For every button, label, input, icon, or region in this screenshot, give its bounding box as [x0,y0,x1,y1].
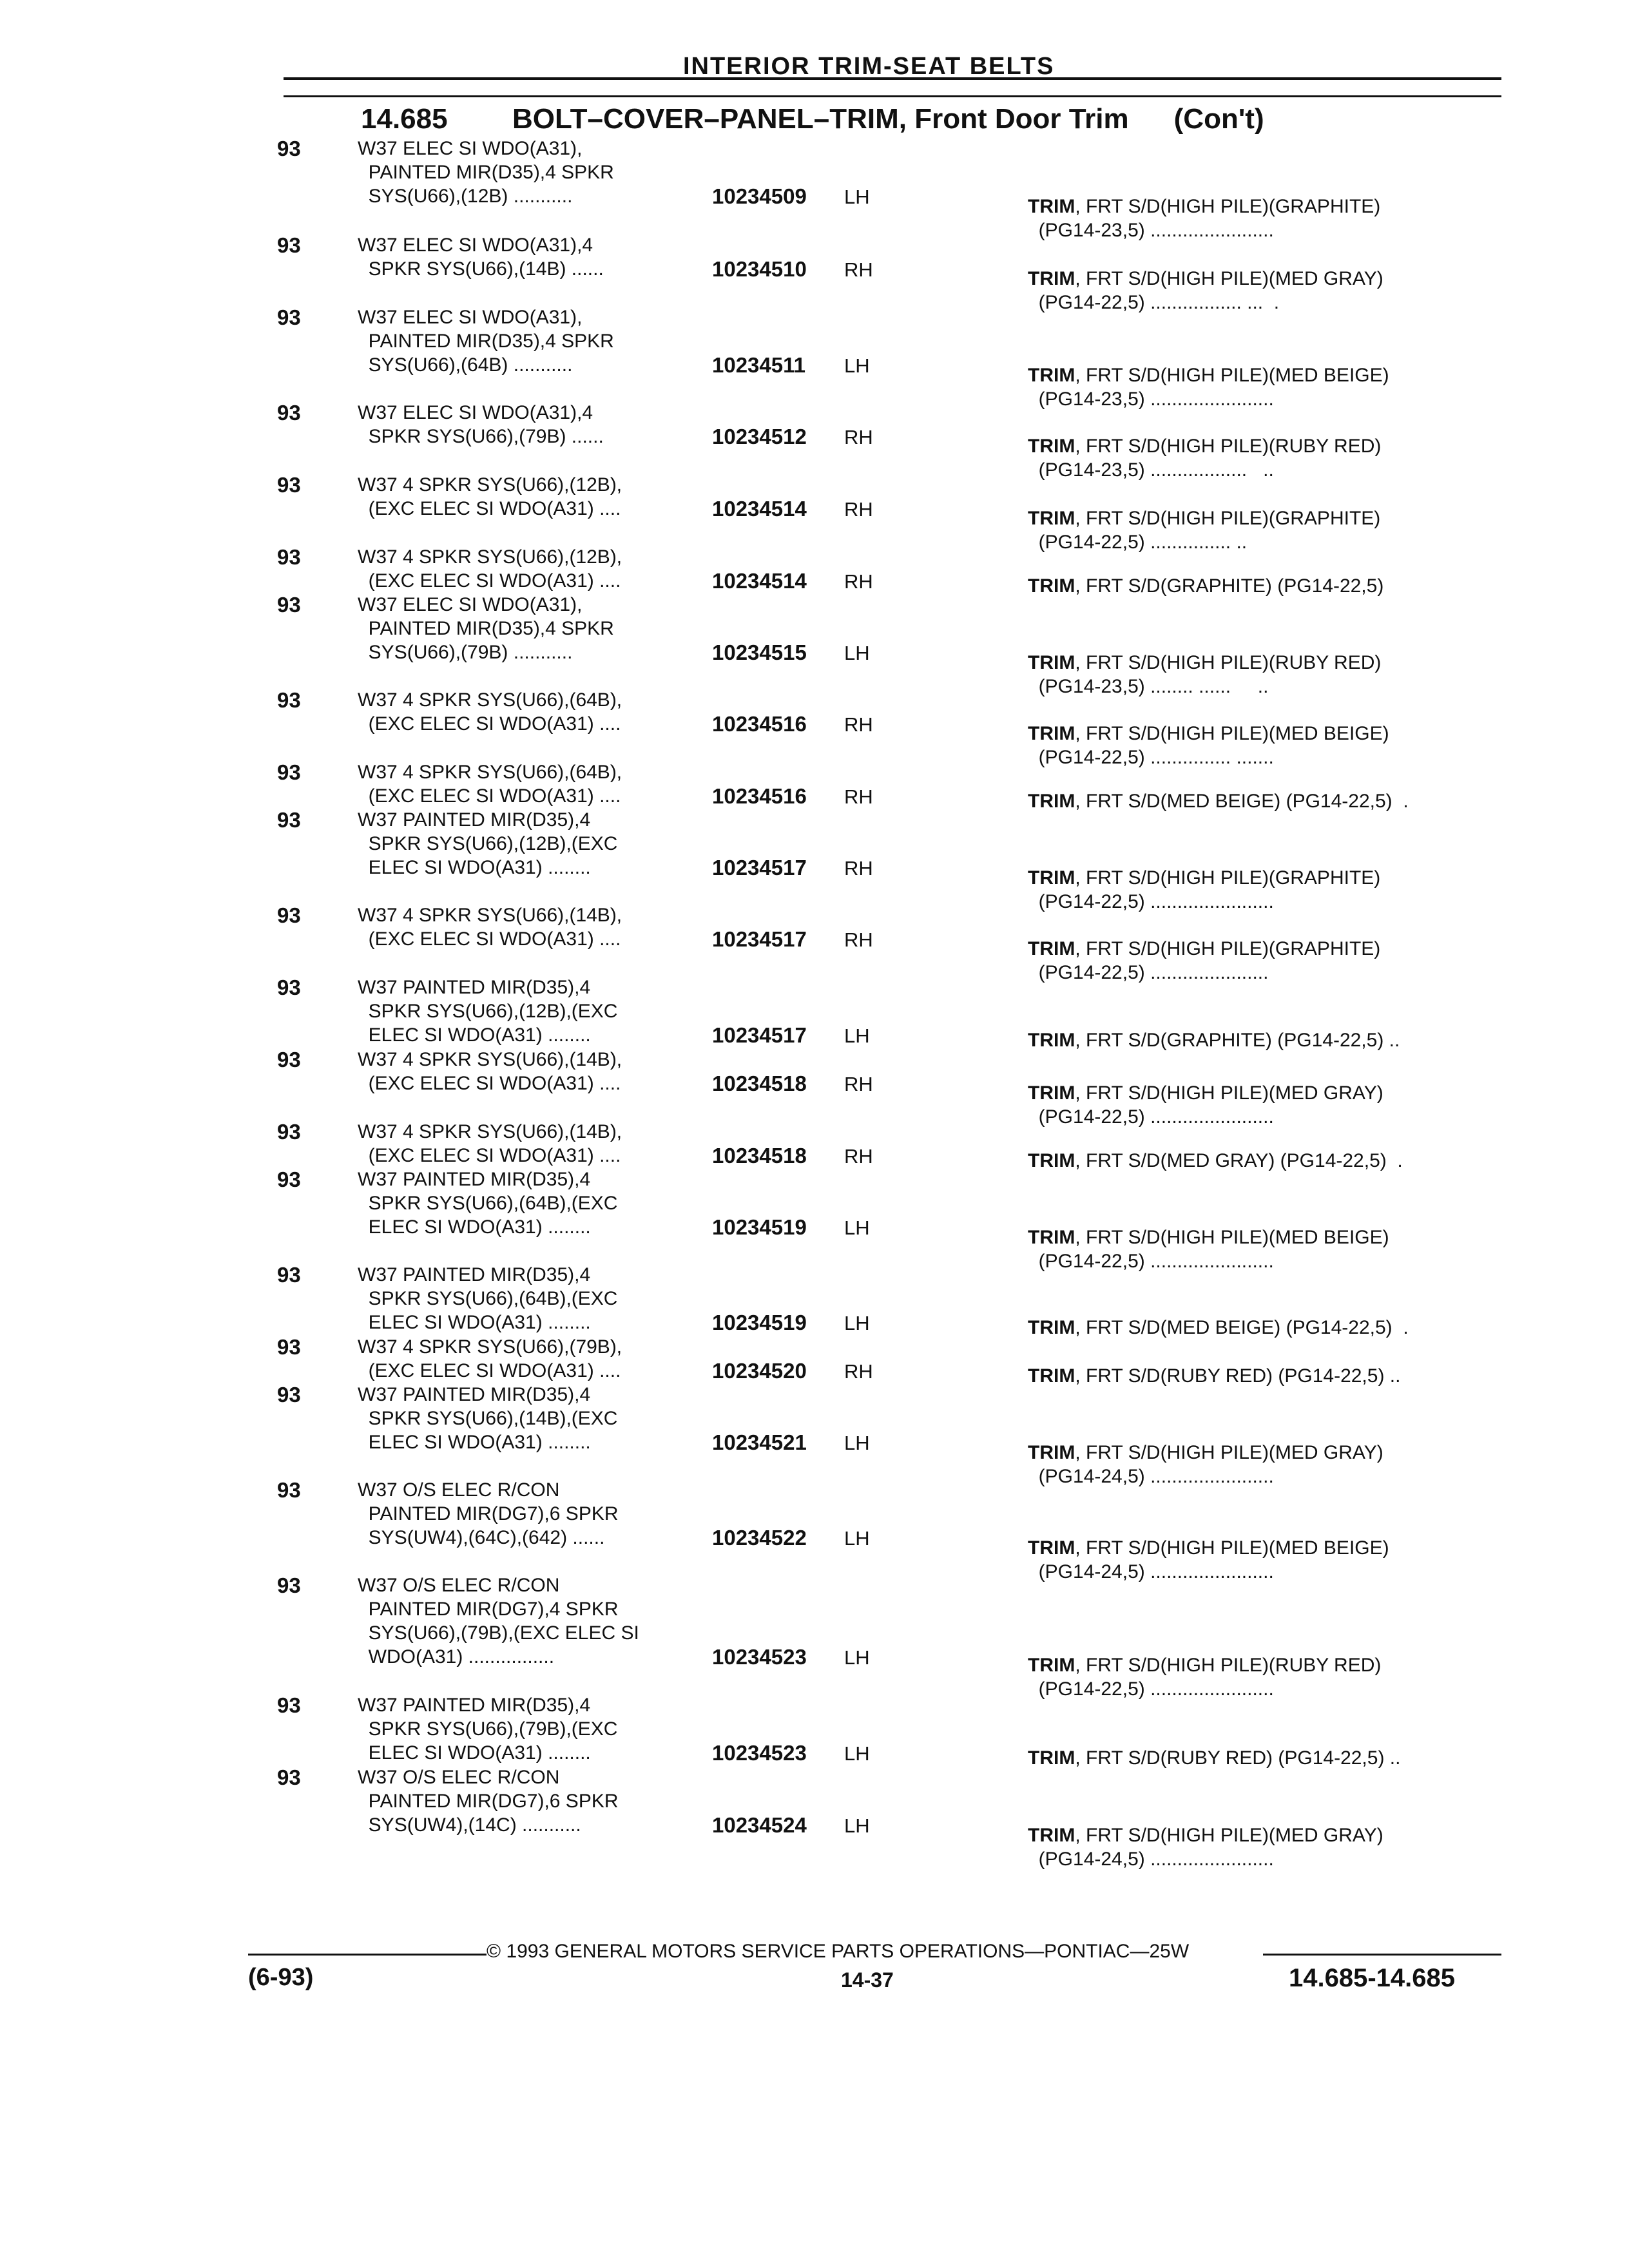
trim-label: TRIM [1028,1655,1075,1676]
trim-label: TRIM [1028,365,1075,386]
trim-description [1028,1225,1505,1273]
item-description: W37 PAINTED MIR(D35),4 SPKR SYS(U66),(12B),(EXC ELEC SI WDO(A31) ........ [358,809,618,878]
trim-label: TRIM [1028,1082,1075,1104]
trim-detail: , FRT S/D(HIGH PILE)(MED GRAY) (PG14-22,5) ....................... [1038,1082,1383,1128]
side-code: LH [844,1646,870,1669]
trim-label: TRIM [1028,575,1075,597]
section-continued: (Con't) [1173,103,1264,135]
footer-section-range: 14.685-14.685 [1289,1964,1456,1992]
trim-detail: , FRT S/D(HIGH PILE)(MED GRAY) (PG14-22,5) ................. ... . [1038,268,1383,313]
level-number: 93 [277,1693,301,1717]
item-description: W37 ELEC SI WDO(A31),4 SPKR SYS(U66),(14B) ...... [358,235,604,280]
trim-label: TRIM [1028,1442,1075,1463]
side-code: RH [844,928,873,951]
level-number: 93 [277,1263,301,1287]
side-code: LH [844,354,870,377]
trim-label: TRIM [1028,1150,1075,1171]
item-description: W37 ELEC SI WDO(A31), PAINTED MIR(D35),4 SPKR SYS(U66),(79B) ........... [358,594,614,663]
trim-label: TRIM [1028,791,1075,812]
side-code: RH [844,1360,873,1383]
level-number: 93 [277,545,301,569]
trim-description [1028,267,1505,314]
trim-description [1028,506,1505,554]
level-number: 93 [277,1120,301,1144]
trim-detail: , FRT S/D(GRAPHITE) (PG14-22,5) [1075,575,1384,597]
item-description: W37 ELEC SI WDO(A31), PAINTED MIR(D35),4 SPKR SYS(U66),(12B) ........... [358,138,614,207]
item-description: W37 ELEC SI WDO(A31),4 SPKR SYS(U66),(79B) ...... [358,402,604,447]
footer-date: (6-93) [248,1964,314,1991]
part-number: 10234517 [712,1023,807,1047]
trim-description [1028,1746,1505,1770]
trim-label: TRIM [1028,652,1075,673]
trim-detail: , FRT S/D(HIGH PILE)(MED BEIGE) (PG14-22,5) ............... ....... [1038,723,1389,768]
item-description: W37 4 SPKR SYS(U66),(64B), (EXC ELEC SI WDO(A31) .... [358,762,622,807]
trim-detail: , FRT S/D(HIGH PILE)(RUBY RED) (PG14-23,5) ........ ...... .. [1038,652,1382,697]
level-number: 93 [277,1573,301,1597]
trim-detail: , FRT S/D(HIGH PILE)(MED BEIGE) (PG14-22,5) ....................... [1038,1227,1389,1272]
trim-detail: , FRT S/D(HIGH PILE)(RUBY RED) (PG14-22,5) ....................... [1038,1655,1382,1700]
side-code: LH [844,1527,870,1550]
trim-detail: , FRT S/D(HIGH PILE)(MED GRAY) (PG14-24,5) ....................... [1038,1825,1383,1870]
side-code: RH [844,426,873,448]
level-number: 93 [277,593,301,617]
trim-detail: , FRT S/D(RUBY RED) (PG14-22,5) .. [1075,1365,1401,1387]
trim-detail: , FRT S/D(HIGH PILE)(MED BEIGE) (PG14-23,5) ....................... [1038,365,1389,410]
side-code: LH [844,1742,870,1765]
page-header-title: INTERIOR TRIM-SEAT BELTS [683,53,1055,80]
level-number: 93 [277,401,301,425]
item-description: W37 4 SPKR SYS(U66),(79B), (EXC ELEC SI WDO(A31) .... [358,1336,622,1381]
item-description: W37 4 SPKR SYS(U66),(14B), (EXC ELEC SI WDO(A31) .... [358,1121,622,1166]
level-number: 93 [277,1383,301,1407]
item-description: W37 4 SPKR SYS(U66),(14B), (EXC ELEC SI WDO(A31) .... [358,905,622,950]
side-code: LH [844,1814,870,1837]
trim-description [1028,937,1505,985]
item-description: W37 PAINTED MIR(D35),4 SPKR SYS(U66),(12B),(EXC ELEC SI WDO(A31) ........ [358,977,618,1046]
item-description: W37 O/S ELEC R/CON PAINTED MIR(DG7),6 SPKR SYS(UW4),(64C),(642) ...... [358,1479,619,1548]
side-code: RH [844,785,873,808]
trim-description [1028,1441,1505,1488]
section-title [361,103,1456,135]
level-number: 93 [277,903,301,927]
trim-label: TRIM [1028,1317,1075,1338]
item-description: W37 O/S ELEC R/CON PAINTED MIR(DG7),6 SPKR SYS(UW4),(14C) ........... [358,1767,619,1836]
trim-description [1028,1536,1505,1584]
trim-label: TRIM [1028,508,1075,529]
part-number: 10234509 [712,184,807,208]
part-number: 10234519 [712,1215,807,1239]
level-number: 93 [277,1478,301,1502]
part-number: 10234518 [712,1144,807,1168]
trim-description [1028,789,1505,813]
trim-description [1028,722,1505,769]
side-code: RH [844,498,873,521]
part-number: 10234511 [712,353,806,377]
side-code: RH [844,258,873,281]
level-number: 93 [277,688,301,712]
trim-detail: , FRT S/D(GRAPHITE) (PG14-22,5) .. [1075,1030,1400,1051]
side-code: RH [844,570,873,593]
part-number: 10234517 [712,856,807,879]
item-description: W37 4 SPKR SYS(U66),(12B), (EXC ELEC SI WDO(A31) .... [358,546,622,591]
side-code: LH [844,186,870,208]
footer-rule-left [248,1954,487,1956]
part-number: 10234521 [712,1430,807,1454]
trim-detail: , FRT S/D(MED BEIGE) (PG14-22,5) . [1075,791,1409,812]
part-number: 10234515 [712,640,807,664]
part-number: 10234519 [712,1311,807,1334]
footer-rule-right [1263,1954,1501,1956]
part-number: 10234514 [712,569,807,593]
part-number: 10234514 [712,497,807,521]
trim-detail: , FRT S/D(HIGH PILE)(GRAPHITE) (PG14-22,5) ............... .. [1038,508,1381,553]
footer-copyright: © 1993 GENERAL MOTORS SERVICE PARTS OPERATIONS—PONTIAC—25W [487,1941,1190,1962]
trim-label: TRIM [1028,1537,1075,1559]
level-number: 93 [277,760,301,784]
trim-description [1028,1316,1505,1340]
trim-label: TRIM [1028,1825,1075,1846]
side-code: LH [844,642,870,664]
trim-description [1028,434,1505,482]
trim-label: TRIM [1028,268,1075,289]
item-description: W37 PAINTED MIR(D35),4 SPKR SYS(U66),(64B),(EXC ELEC SI WDO(A31) ........ [358,1264,618,1333]
item-description: W37 O/S ELEC R/CON PAINTED MIR(DG7),4 SPKR SYS(U66),(79B),(EXC ELEC SI WDO(A31) ................ [358,1575,639,1667]
item-description: W37 4 SPKR SYS(U66),(14B), (EXC ELEC SI WDO(A31) .... [358,1049,622,1094]
level-number: 93 [277,1765,301,1789]
level-number: 93 [277,137,301,160]
trim-description [1028,363,1505,411]
item-description: W37 PAINTED MIR(D35),4 SPKR SYS(U66),(64B),(EXC ELEC SI WDO(A31) ........ [358,1169,618,1238]
trim-label: TRIM [1028,196,1075,217]
trim-detail: , FRT S/D(MED GRAY) (PG14-22,5) . [1075,1150,1403,1171]
part-number: 10234516 [712,784,807,808]
part-number: 10234522 [712,1526,807,1550]
part-number: 10234518 [712,1072,807,1095]
side-code: RH [844,1073,873,1095]
side-code: RH [844,713,873,736]
page-number: 14-37 [841,1968,894,1992]
level-number: 93 [277,808,301,832]
side-code: LH [844,1432,870,1454]
level-number: 93 [277,233,301,257]
level-number: 93 [277,1335,301,1359]
level-number: 93 [277,975,301,999]
trim-description [1028,1081,1505,1129]
trim-label: TRIM [1028,867,1075,889]
item-description: W37 4 SPKR SYS(U66),(12B), (EXC ELEC SI WDO(A31) .... [358,474,622,519]
part-number: 10234510 [712,257,807,281]
trim-label: TRIM [1028,723,1075,744]
section-name: BOLT–COVER–PANEL–TRIM, Front Door Trim [512,103,1129,135]
level-number: 93 [277,1168,301,1191]
part-number: 10234512 [712,425,807,448]
level-number: 93 [277,305,301,329]
trim-description [1028,1823,1505,1871]
trim-description [1028,574,1505,598]
part-number: 10234516 [712,712,807,736]
side-code: LH [844,1312,870,1334]
item-description: W37 PAINTED MIR(D35),4 SPKR SYS(U66),(79B),(EXC ELEC SI WDO(A31) ........ [358,1695,618,1763]
trim-description [1028,1364,1505,1388]
side-code: LH [844,1024,870,1047]
side-code: RH [844,857,873,879]
side-code: RH [844,1145,873,1168]
header-rule-lower [284,95,1501,97]
trim-detail: , FRT S/D(MED BEIGE) (PG14-22,5) . [1075,1317,1409,1338]
trim-label: TRIM [1028,938,1075,959]
trim-label: TRIM [1028,436,1075,457]
level-number: 93 [277,1048,301,1072]
trim-description [1028,651,1505,698]
part-number: 10234524 [712,1813,807,1837]
trim-detail: , FRT S/D(HIGH PILE)(GRAPHITE) (PG14-23,5) ....................... [1038,196,1381,241]
trim-description [1028,195,1505,242]
trim-detail: , FRT S/D(RUBY RED) (PG14-22,5) .. [1075,1747,1401,1769]
level-number: 93 [277,473,301,497]
section-number: 14.685 [361,103,448,135]
trim-description [1028,1149,1505,1173]
item-description: W37 PAINTED MIR(D35),4 SPKR SYS(U66),(14B),(EXC ELEC SI WDO(A31) ........ [358,1384,618,1453]
trim-label: TRIM [1028,1365,1075,1387]
trim-label: TRIM [1028,1747,1075,1769]
trim-detail: , FRT S/D(HIGH PILE)(MED GRAY) (PG14-24,5) ....................... [1038,1442,1383,1487]
trim-description [1028,866,1505,914]
part-number: 10234523 [712,1741,807,1765]
side-code: LH [844,1216,870,1239]
part-number: 10234523 [712,1645,807,1669]
trim-description [1028,1653,1505,1701]
trim-label: TRIM [1028,1227,1075,1248]
trim-detail: , FRT S/D(HIGH PILE)(GRAPHITE) (PG14-22,5) ...................... [1038,938,1381,983]
trim-description [1028,1028,1505,1052]
trim-detail: , FRT S/D(HIGH PILE)(GRAPHITE) (PG14-22,5) ....................... [1038,867,1381,912]
part-number: 10234520 [712,1359,807,1383]
trim-detail: , FRT S/D(HIGH PILE)(RUBY RED) (PG14-23,5) .................. .. [1038,436,1382,481]
item-description: W37 4 SPKR SYS(U66),(64B), (EXC ELEC SI WDO(A31) .... [358,689,622,735]
item-description: W37 ELEC SI WDO(A31), PAINTED MIR(D35),4 SPKR SYS(U66),(64B) ........... [358,307,614,376]
trim-label: TRIM [1028,1030,1075,1051]
part-number: 10234517 [712,927,807,951]
trim-detail: , FRT S/D(HIGH PILE)(MED BEIGE) (PG14-24,5) ....................... [1038,1537,1389,1582]
